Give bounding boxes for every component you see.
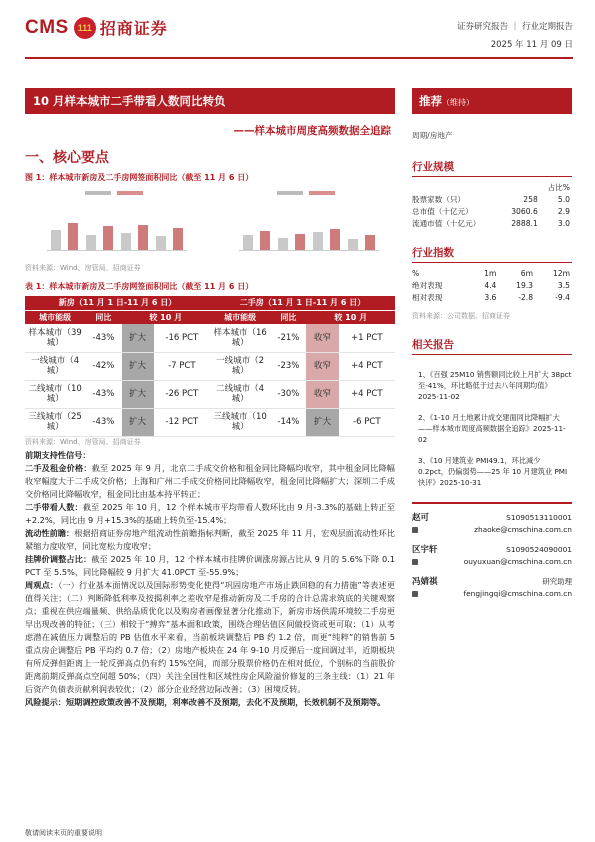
paragraph <box>25 579 395 696</box>
figure-1 <box>25 189 395 257</box>
table-row <box>412 217 572 229</box>
scale-table <box>412 181 572 229</box>
cell: -21% <box>270 324 306 352</box>
table-row <box>412 205 572 217</box>
risk-paragraph <box>25 696 395 709</box>
cell: 绝对表现 <box>412 280 443 290</box>
paragraph-lead: 流动性前瞻： <box>25 527 75 538</box>
logo-cms: CMS <box>25 16 69 38</box>
paragraph-lead: 挂牌价调整占比： <box>25 553 92 564</box>
report-link[interactable]: 1、《百强 25M10 销售额同比较上月扩大 38pct 至-41%，环比略低于过去八年同期均值》2025-11-02 <box>418 370 572 401</box>
logo-badge-icon: 111 <box>74 17 96 39</box>
paragraph-lead: 二手及租金价格： <box>25 462 92 473</box>
paragraph-text: 截至 2025 年 9 月，北京二手成交价格和租金同比降幅均收窄，其中租金同比降幅收窄幅度大于二手成交价格；上海和广州二手成交价格同比降幅收窄，租金同比降幅扩大；深圳二手成交价格同比降幅收窄，租金同比由基本持平转正； <box>25 462 395 499</box>
header-divider <box>25 57 573 59</box>
col-vs-oct: 较 10 月 <box>306 310 395 324</box>
col-vs-oct: 较 10 月 <box>122 310 210 324</box>
cell: 股票家数（只） <box>412 194 466 204</box>
cell: -30% <box>270 380 306 408</box>
table-row <box>412 291 572 303</box>
sidebar <box>412 88 572 600</box>
second-hand-header: 二手房（11 月 1 日-11 月 6 日） <box>210 296 395 310</box>
paragraph-lead: 风险提示： <box>25 696 66 707</box>
body-text <box>25 449 395 709</box>
col-city: 城市能级 <box>25 310 85 324</box>
analyst-name: 冯婧祺 <box>412 576 438 587</box>
report-subtitle: ——样本城市周度高频数据全追踪 <box>233 125 391 137</box>
cell: -43% <box>85 408 121 436</box>
table-row <box>412 193 572 205</box>
paragraph-text: 短期调控政策改善不及预期，利率改善不及预期，去化不及预期，长效机制不及预期等。 <box>65 696 386 707</box>
cell: -16 PCT <box>154 324 210 352</box>
trend-cell: 收窄 <box>306 352 338 380</box>
cell: +4 PCT <box>339 352 395 380</box>
cell: -26 PCT <box>154 380 210 408</box>
cell: 一线城市（4 城） <box>25 352 85 380</box>
cell: -6 PCT <box>339 408 395 436</box>
analyst-block <box>412 512 572 536</box>
index-table <box>412 267 572 303</box>
trend-cell: 扩大 <box>122 408 154 436</box>
paragraph-text: 截至 2025 年 10 月，12 个样本城市平均带看人数环比由 9 月-3.3%的基础上转正至+2.2%，同比由 9 月+15.3%的基础上转负至-15.4%； <box>25 501 395 525</box>
table-row <box>25 324 395 352</box>
index-source: 资料来源：公司数据、招商证券 <box>412 312 510 320</box>
col-yoy: 同比 <box>270 310 306 324</box>
trend-cell: 扩大 <box>306 408 338 436</box>
doc-type: 证券研究报告 ｜ 行业定期报告 <box>457 22 573 32</box>
scale-col: 占比% <box>547 182 570 192</box>
paragraph <box>25 553 395 579</box>
table-row <box>412 279 572 291</box>
cell: -43% <box>85 324 121 352</box>
cell: 二线城市（10 城） <box>25 380 85 408</box>
cell: 二线城市（4 城） <box>210 380 270 408</box>
cell: 258 <box>523 194 538 204</box>
analyst-divider <box>412 502 572 504</box>
trend-cell: 扩大 <box>122 352 154 380</box>
analyst-block <box>412 544 572 568</box>
analyst-id: S1090524090001 <box>506 544 572 554</box>
analyst-name: 赵可 <box>412 512 430 523</box>
new-home-header: 新房（11 月 1 日-11 月 6 日） <box>25 296 210 310</box>
report-date: 2025 年 11 月 09 日 <box>490 40 573 50</box>
cell: 3.6 <box>484 292 497 302</box>
second-hand-chart-thumbnail <box>217 189 395 257</box>
col-city: 城市能级 <box>210 310 270 324</box>
cell: 3.0 <box>557 218 570 228</box>
cell: -23% <box>270 352 306 380</box>
cell: 3060.6 <box>511 206 538 216</box>
mail-icon <box>412 559 418 565</box>
reports-title: 相关报告 <box>412 337 572 355</box>
trend-cell: 扩大 <box>122 324 154 352</box>
analyst-id: 研究助理 <box>542 576 572 586</box>
cell: 三线城市（25 城） <box>25 408 85 436</box>
main-column <box>25 88 395 709</box>
paragraph <box>25 501 395 527</box>
header-meta <box>457 18 573 54</box>
trend-cell: 收窄 <box>306 380 338 408</box>
cell: -14% <box>270 408 306 436</box>
analyst-id: S1090513110001 <box>506 512 572 522</box>
cell: 一线城市（2 城） <box>210 352 270 380</box>
rating-bar <box>412 88 572 114</box>
cell: +1 PCT <box>339 324 395 352</box>
report-title: 10 月样本城市二手带看人数同比转负 <box>25 88 395 114</box>
data-table <box>25 296 395 437</box>
cell: 样本城市（16 城） <box>210 324 270 352</box>
cell: % <box>412 268 420 278</box>
cell: 6m <box>520 268 534 278</box>
paragraph <box>25 449 395 462</box>
figure-caption: 图 1：样本城市新房及二手房网签面积同比（截至 11 月 6 日） <box>25 173 254 182</box>
analyst-block <box>412 576 572 600</box>
analyst-email[interactable]: zhaoke@cmschina.com.cn <box>474 524 572 534</box>
cell: -43% <box>85 380 121 408</box>
cell: 19.3 <box>516 280 534 290</box>
report-link[interactable]: 3、《10 月建筑业 PMI49.1，环比减少 0.2pct，仍偏弱势——25 年 10 月建筑业 PMI 快评》2025-10-31 <box>418 456 568 487</box>
rating-label: 推荐 <box>419 94 442 108</box>
cell: 相对表现 <box>412 292 443 302</box>
col-yoy: 同比 <box>85 310 121 324</box>
cell: 1m <box>484 268 497 278</box>
table-source: 资料来源：Wind、房管局、招商证券 <box>25 437 141 446</box>
analyst-name: 区宇轩 <box>412 544 438 555</box>
paragraph-text: （一）行业基本面情况以及国际形势变化使得“巩固房地产市场止跌回稳的有力措施”等表述更值得关注；（二）判断降低利率及按揭利率之差收窄是推动新房及二手房的合计总需求筑底的关键观察点；重视在供应端量频、供给品质优化以及购房者画像显著分化推动下，新房市场供需环境较二手房更早出现改善的特征；（三）相较于“搏弈”基本面和政策，围绕合理估值区间做投资或更可取：（1）从考虑潜在减值压力调整后的 PB 估值水平来看，当前板块调整后 PB 约 1.2 倍，而更“纯粹”的销售前 5 重点房企调整后 PB 平均约 0.7 倍；（2）房地产板块在 24 年 9-10 月反弹后一度回调过半，近期板块有所反弹但距离上一轮反弹高点仍有约 15%空间，而部分股票价格仍在相对低位，个别标的当前股价距离前期反弹高点空间超 50%；（四）关注全国性和区域性房企风险溢价修复的三条主线：（1）21 年后资产负债表贡献利润表较优；（2）部分企业经营边际改善；（3）困境反转。 <box>25 579 395 694</box>
footer-note: 敬请阅读末页的重要说明 <box>25 829 102 837</box>
cell: 2888.1 <box>511 218 538 228</box>
cell: 三线城市（10 城） <box>210 408 270 436</box>
cell: -7 PCT <box>154 352 210 380</box>
sector-label: 周期/房地产 <box>412 131 453 140</box>
paragraph-text: 截至 2025 年 10 月，12 个样本城市挂牌价调涨房源占比从 9 月的 5.6%下降 0.1 PCT 至 5.5%，同比降幅较 9 月扩大 41.0PCT 至-55.9%； <box>25 553 395 577</box>
cell: +4 PCT <box>339 380 395 408</box>
cell: 2.9 <box>557 206 570 216</box>
figure-source: 资料来源：Wind、房管局、招商证券 <box>25 264 141 272</box>
scale-title: 行业规模 <box>412 159 572 177</box>
cell: 流通市值（十亿元） <box>412 218 481 228</box>
report-link[interactable]: 2、《1-10 月土地累计成交建面同比降幅扩大——样本城市周度高频数据全追踪》2025-11-02 <box>418 413 566 444</box>
mail-icon <box>412 591 418 597</box>
cell: 样本城市（39 城） <box>25 324 85 352</box>
trend-cell: 扩大 <box>122 380 154 408</box>
cell: 4.4 <box>484 280 497 290</box>
index-title: 行业指数 <box>412 245 572 263</box>
mail-icon <box>412 527 418 533</box>
cell: 3.5 <box>557 280 570 290</box>
logo-cn: 招商证券 <box>99 19 168 38</box>
cell: 总市值（十亿元） <box>412 206 473 216</box>
paragraph-lead: 周观点： <box>25 579 59 590</box>
trend-cell: 收窄 <box>306 324 338 352</box>
paragraph-text: 根据招商证券房地产组流动性前瞻指标判断，截至 2025 年 11 月，宏观层面流动性环比紧缩力度收窄，同比宽松力度收窄； <box>25 527 395 551</box>
table-caption: 表 1：样本城市新房及二手房网签面积同比（截至 11 月 6 日） <box>25 282 254 291</box>
paragraph <box>25 527 395 553</box>
cell: -42% <box>85 352 121 380</box>
paragraph-lead: 二手带看人数： <box>25 501 83 512</box>
cell: 5.0 <box>557 194 570 204</box>
analyst-email[interactable]: ouyuxuan@cmschina.com.cn <box>463 556 572 566</box>
table-row <box>25 352 395 380</box>
cell: -12 PCT <box>154 408 210 436</box>
table-row <box>25 380 395 408</box>
section-heading: 一、核心要点 <box>25 150 109 166</box>
analyst-email[interactable]: fengjingqi@cmschina.com.cn <box>463 588 572 598</box>
cell: 12m <box>552 268 570 278</box>
paragraph <box>25 462 395 501</box>
table-row <box>25 408 395 436</box>
rating-note: （维持） <box>442 98 474 107</box>
cell: -2.8 <box>518 292 534 302</box>
logo <box>25 16 168 39</box>
cell: -9.4 <box>555 292 570 302</box>
paragraph-lead: 前期支持性信号： <box>25 449 91 460</box>
new-home-chart-thumbnail <box>25 189 203 257</box>
